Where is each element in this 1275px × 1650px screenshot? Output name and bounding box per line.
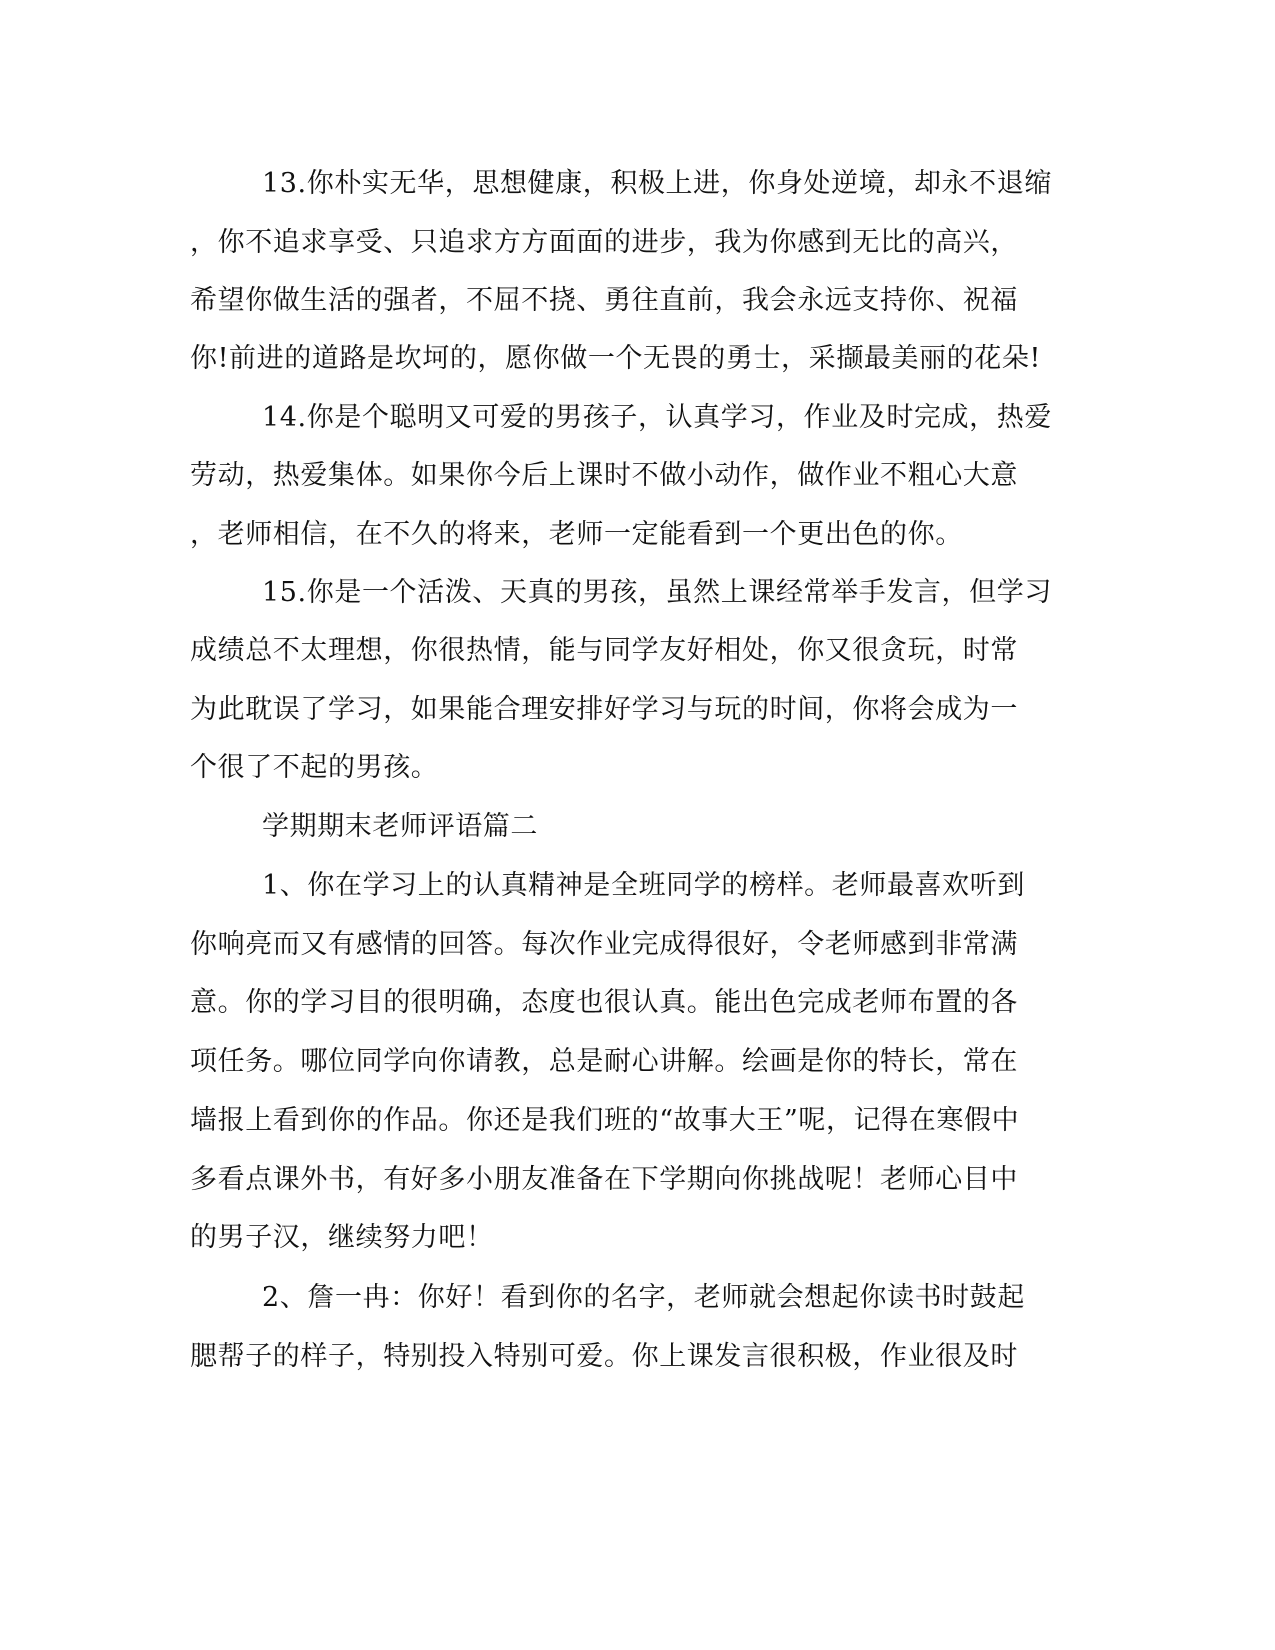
paragraph-15-line-3: 为此耽误了学习，如果能合理安排好学习与玩的时间，你将会成为一 xyxy=(190,694,1018,725)
comment-1-line-1: 1、你在学习上的认真精神是全班同学的榜样。老师最喜欢听到 xyxy=(262,870,1025,901)
comment-1-line-7: 的男子汉，继续努力吧！ xyxy=(190,1222,494,1253)
paragraph-13-line-3: 希望你做生活的强者，不屈不挠、勇往直前，我会永远支持你、祝福 xyxy=(190,285,1018,316)
paragraph-13-line-4: 你!前进的道路是坎坷的，愿你做一个无畏的勇士，采撷最美丽的花朵! xyxy=(190,343,1041,374)
paragraph-15-line-4: 个很了不起的男孩。 xyxy=(190,752,439,783)
comment-2-line-2: 腮帮子的样子，特别投入特别可爱。你上课发言很积极，作业很及时 xyxy=(190,1341,1018,1372)
paragraph-13-line-1: 13.你朴实无华，思想健康，积极上进，你身处逆境，却永不退缩 xyxy=(262,168,1052,199)
comment-1-line-3: 意。你的学习目的很明确，态度也很认真。能出色完成老师布置的各 xyxy=(190,987,1018,1018)
paragraph-14-line-3: ，老师相信，在不久的将来，老师一定能看到一个更出色的你。 xyxy=(190,519,963,550)
section-heading: 学期期末老师评语篇二 xyxy=(262,811,538,842)
paragraph-13-line-2: ，你不追求享受、只追求方方面面的进步，我为你感到无比的高兴， xyxy=(190,227,1018,258)
comment-1-line-6: 多看点课外书，有好多小朋友准备在下学期向你挑战呢！老师心目中 xyxy=(190,1164,1018,1195)
comment-1-line-4: 项任务。哪位同学向你请教，总是耐心讲解。绘画是你的特长，常在 xyxy=(190,1046,1018,1077)
paragraph-15-line-2: 成绩总不太理想，你很热情，能与同学友好相处，你又很贪玩，时常 xyxy=(190,635,1018,666)
paragraph-14-line-1: 14.你是个聪明又可爱的男孩子，认真学习，作业及时完成，热爱 xyxy=(262,402,1052,433)
comment-1-line-2: 你响亮而又有感情的回答。每次作业完成得很好，令老师感到非常满 xyxy=(190,929,1018,960)
comment-2-line-1: 2、詹一冉：你好！看到你的名字，老师就会想起你读书时鼓起 xyxy=(262,1282,1025,1313)
paragraph-14-line-2: 劳动，热爱集体。如果你今后上课时不做小动作，做作业不粗心大意 xyxy=(190,460,1018,491)
comment-1-line-5: 墙报上看到你的作品。你还是我们班的“故事大王”呢，记得在寒假中 xyxy=(190,1105,1020,1136)
paragraph-15-line-1: 15.你是一个活泼、天真的男孩，虽然上课经常举手发言，但学习 xyxy=(262,577,1052,608)
